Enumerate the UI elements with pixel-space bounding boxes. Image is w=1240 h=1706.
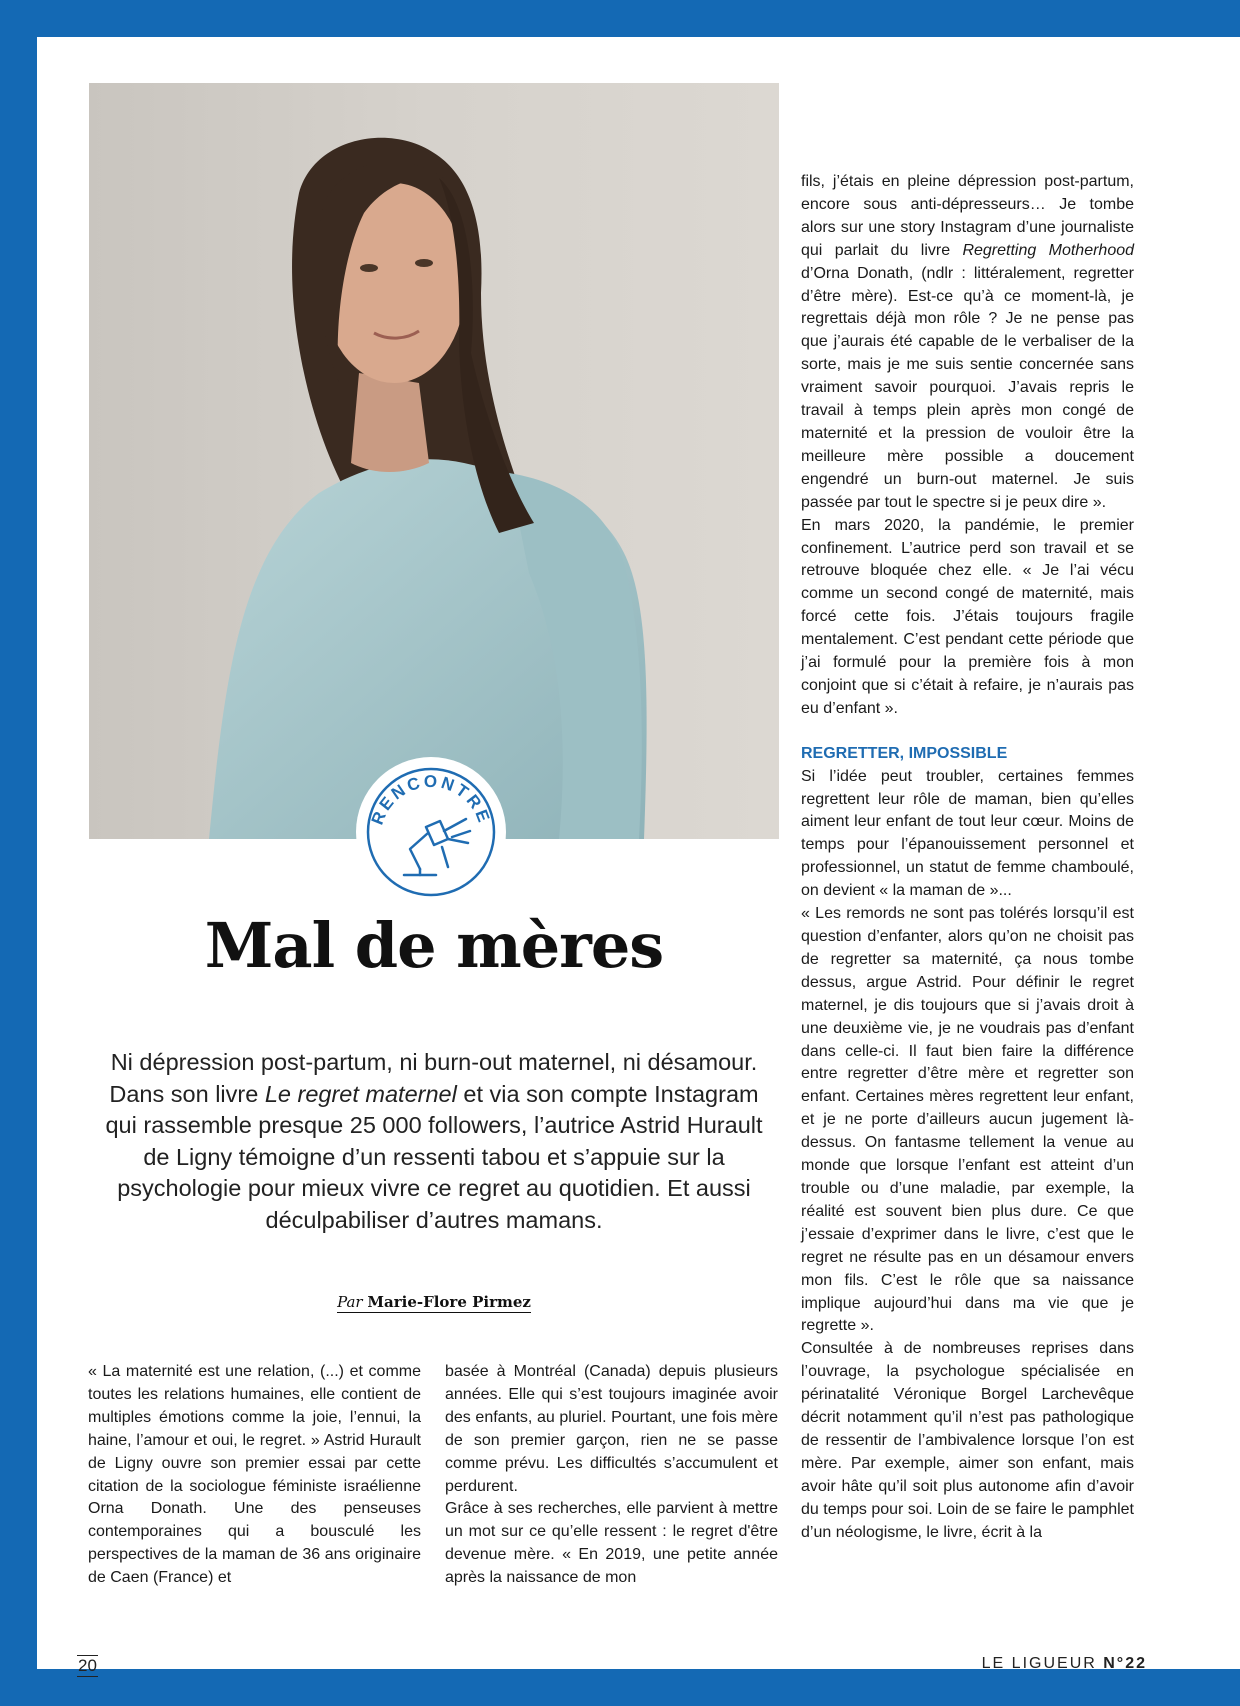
byline-prefix: Par [337,1293,363,1311]
paragraph: Si l’idée peut troubler, certaines femmes regrettent leur rôle de maman, bien qu’elles aiment leur enfant de tout leur cœur. Moins de temps pour l’épanouissement personnel et professionnel, un statut de femme chamboulé, on devient « la maman de »... [801,767,1134,900]
lead-text-end: et via son compte Instagram qui rassemble presque 25 000 followers, l’autrice Astrid Hurault de Ligny témoigne d’un ressenti tabou et s’appuie sur la psychologie pour mieux vivre ce regret au quotidien. Et aussi déculpabiliser d’autres mamans. [105,1080,763,1233]
page-number: 20 [78,1656,97,1675]
text-span: fils, j’étais en pleine dépression post-partum, encore sous anti-dépresseurs… Je tombe alors sur une story Instagram d’une journaliste qui parlait du livre [801,173,1134,259]
text-column-2 [445,1361,778,1590]
byline-author: Marie-Flore Pirmez [367,1293,531,1311]
badge-label: RENCONTRE [367,771,495,828]
rencontre-badge [356,757,506,907]
paragraph: « Les remords ne sont pas tolérés lorsqu’il est question d’enfanter, alors qu’on ne choisit pas de regretter sa maternité, ça nous tombe dessus, argue Astrid. Pour définir le regret maternel, je dis toujours que si j’avais droit à une deuxième vie, je ne voudrais pas d’enfant dans celle-ci. Il faut bien faire la différence entre regretter d’être mère et regretter son enfant. Certaines mères regrettent leur enfant, et je ne porte d’ailleurs aucun jugement là-dessus. On fantasme tellement la venue au monde que lorsque l’enfant est atteint d’un trouble ou d’une maladie, par exemple, la réalité est souvent bien plus dure. Ce que j’essaie d’exprimer dans le livre, c’est que le regret ne résulte pas en un désamour envers mon fils. C’est le rôle que sa naissance implique aujourd’hui dans ma vie que je regrette ». [801,905,1134,1335]
paragraph: En mars 2020, la pandémie, le premier confinement. L’autrice perd son travail et se retrouve bloquée chez elle. « Je l’ai vécu comme un second congé de maternité, mais forcé cette fois. J’étais toujours fragile mentalement. C’est pendant cette période que j’ai formulé pour la première fois à mon conjoint que si c’était à refaire, je n’aurais pas eu d’enfant ». [801,516,1134,717]
portrait-photo [89,83,779,839]
paragraph: Grâce à ses recherches, elle parvient à mettre un mot sur ce qu’elle ressent : le regret d'être devenue mère. « En 2019, une petite année après la naissance de mon [445,1500,778,1587]
paragraph [801,171,1134,515]
section-subheading: REGRETTER, IMPOSSIBLE [801,744,1008,762]
paragraph: Consultée à de nombreuses reprises dans l’ouvrage, la psychologue spécialisée en périnatalité Véronique Borgel Larchevêque décrit notamment qu’il n’est pas pathologique de ressentir de l’ambivalence lorsque l’on est mère. Par exemple, aimer son enfant, mais avoir hâte qu’il soit plus autonome afin d’avoir du temps pour soi. Loin de se faire le pamphlet d’un néologisme, le livre, écrit à la [801,1340,1134,1541]
book-title: Regretting Motherhood [962,241,1135,259]
lead-book-title: Le regret maternel [264,1080,457,1107]
text-span: d’Orna Donath, (ndlr : littéralement, regretter d’être mère). Est-ce qu’à ce moment-là, je regrettais déjà mon rôle ? Je ne pense pas que j’aurais été capable de le verbaliser de la sorte, mais je me suis sentie concernée sans vraiment savoir pourquoi. J’avais repris le travail à temps plein après mon congé de maternité et la pression de vouloir être la meilleure mère possible a doucement engendré un burn-out maternel. Je suis passée par tout le spectre si je peux dire ». [801,264,1134,511]
lead-text-start: Ni dépression post-partum, ni burn-out maternel, ni désamour. Dans son livre [109,1049,758,1107]
magazine-name: LE LIGUEUR [981,1655,1097,1672]
issue-number: N°22 [1103,1655,1147,1672]
magazine-page [37,37,1240,1675]
magazine-footer [982,1655,1147,1673]
article-lead [99,1047,769,1237]
paragraph: « La maternité est une relation, (...) et comme toutes les relations humaines, elle contient de multiples émotions comme la joie, l’ennui, la haine, l’amour et oui, le regret. » Astrid Hurault de Ligny ouvre son premier essai par cette citation de la sociologue féministe israélienne Orna Donath. Une des penseuses contemporaines qui a bousculé les perspectives de la maman de 36 ans originaire de Caen (France) et [88,1363,421,1587]
text-column-1 [88,1361,421,1590]
byline [89,1293,779,1311]
paragraph: basée à Montréal (Canada) depuis plusieurs années. Elle qui s’est toujours imaginée avoir des enfants, au pluriel. Pourtant, une fois mère de son premier garçon, rien ne se passe comme prévu. Les difficultés s’accumulent et perdurent. [445,1363,778,1495]
article-title: Mal de mères [204,909,664,982]
text-column-3 [801,171,1134,1544]
